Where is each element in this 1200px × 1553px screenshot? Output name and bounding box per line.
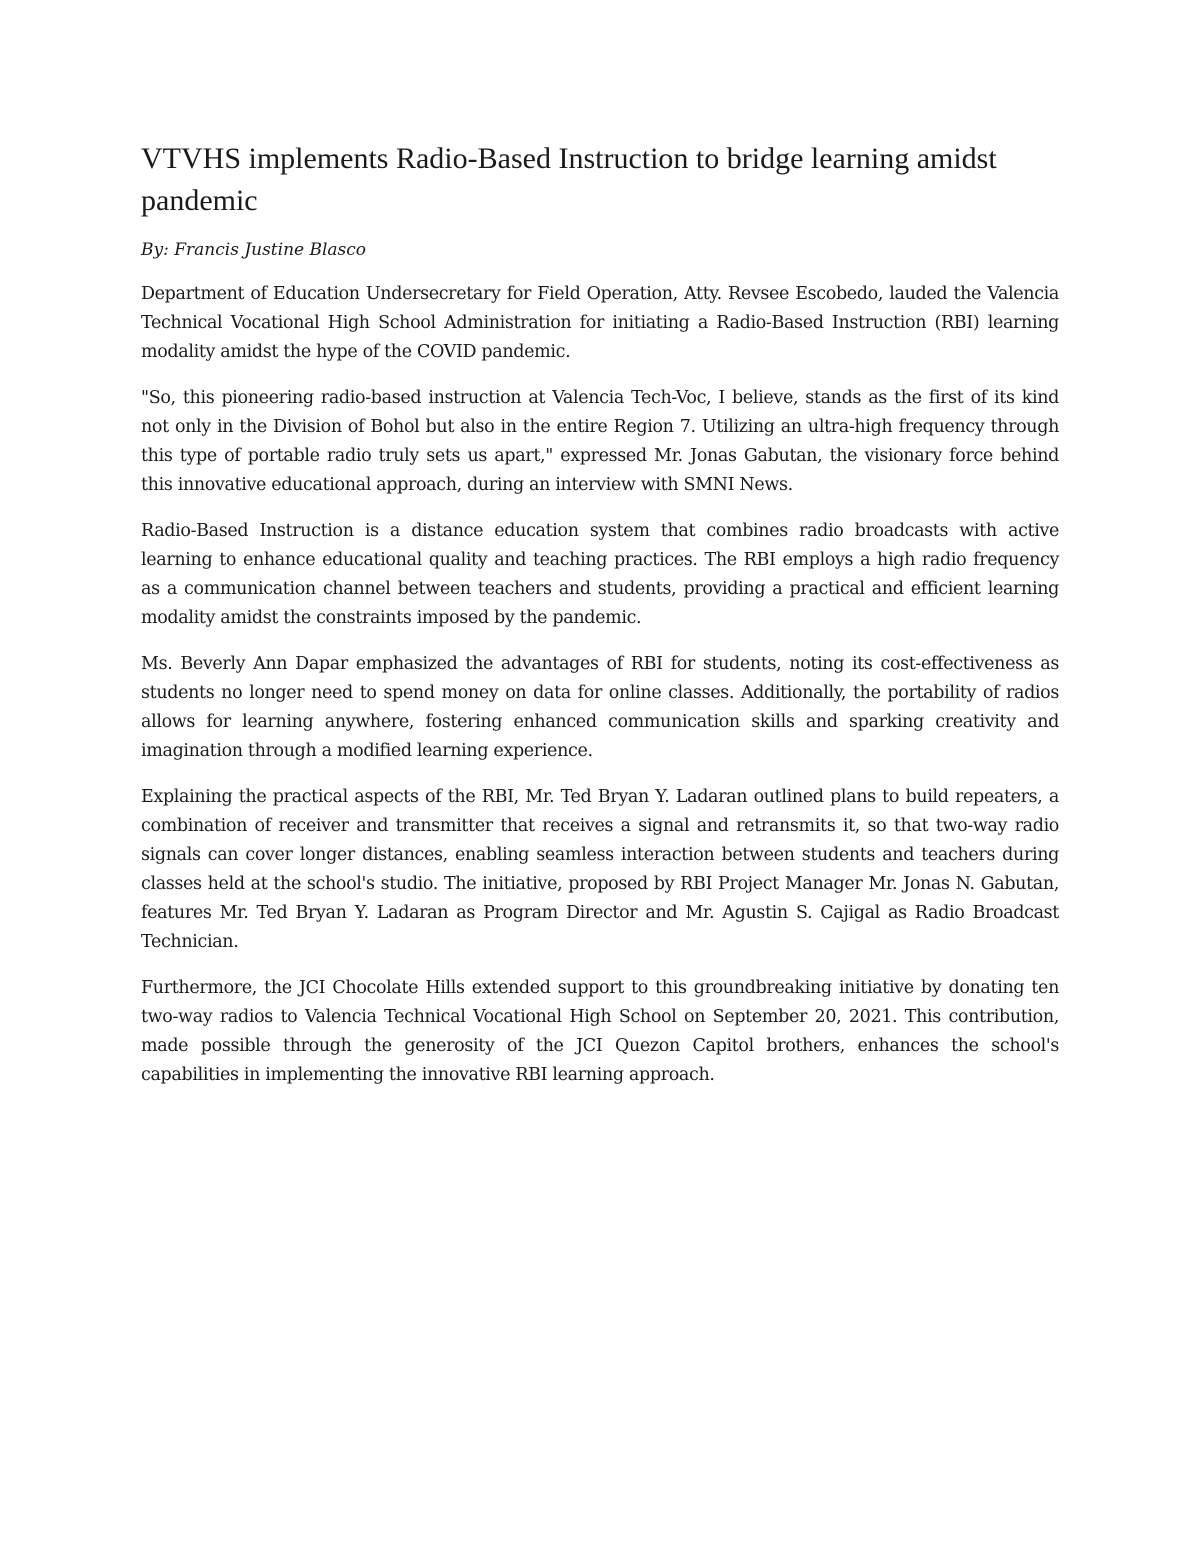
document-page xyxy=(141,138,1059,1107)
article-paragraph-3: Radio-Based Instruction is a distance education system that combines radio broadcasts with active learning to enhance educational quality and teaching practices. The RBI employs a high radio frequency as a communication channel between teachers and students, providing a practical and efficient learning modality amidst the constraints imposed by the pandemic. xyxy=(141,521,1059,628)
article-paragraph-2: "So, this pioneering radio-based instruction at Valencia Tech-Voc, I believe, stands as the first of its kind not only in the Division of Bohol but also in the entire Region 7. Utilizing an ultra-high frequency through this type of portable radio truly sets us apart," expressed Mr. Jonas Gabutan, the visionary force behind this innovative educational approach, during an interview with SMNI News. xyxy=(141,388,1059,495)
article-paragraph-6: Furthermore, the JCI Chocolate Hills extended support to this groundbreaking initiative by donating ten two-way radios to Valencia Technical Vocational High School on September 20, 2021. This contribution, made possible through the generosity of the JCI Quezon Capitol brothers, enhances the school's capabilities in implementing the innovative RBI learning approach. xyxy=(141,978,1059,1085)
article-paragraph-1: Department of Education Undersecretary for Field Operation, Atty. Revsee Escobedo, lauded the Valencia Technical Vocational High School Administration for initiating a Radio-Based Instruction (RBI) learning modality amidst the hype of the COVID pandemic. xyxy=(141,284,1059,362)
article-title: VTVHS implements Radio-Based Instruction to bridge learning amidst pandemic xyxy=(141,142,997,217)
article-paragraph-4: Ms. Beverly Ann Dapar emphasized the advantages of RBI for students, noting its cost-effectiveness as students no longer need to spend money on data for online classes. Additionally, the portability of radios allows for learning anywhere, fostering enhanced communication skills and sparking creativity and imagination through a modified learning experience. xyxy=(141,654,1059,761)
article-paragraph-5: Explaining the practical aspects of the RBI, Mr. Ted Bryan Y. Ladaran outlined plans to build repeaters, a combination of receiver and transmitter that receives a signal and retransmits it, so that two-way radio signals can cover longer distances, enabling seamless interaction between students and teachers during classes held at the school's studio. The initiative, proposed by RBI Project Manager Mr. Jonas N. Gabutan, features Mr. Ted Bryan Y. Ladaran as Program Director and Mr. Agustin S. Cajigal as Radio Broadcast Technician. xyxy=(141,787,1059,952)
article-byline: By: Francis Justine Blasco xyxy=(141,240,367,260)
